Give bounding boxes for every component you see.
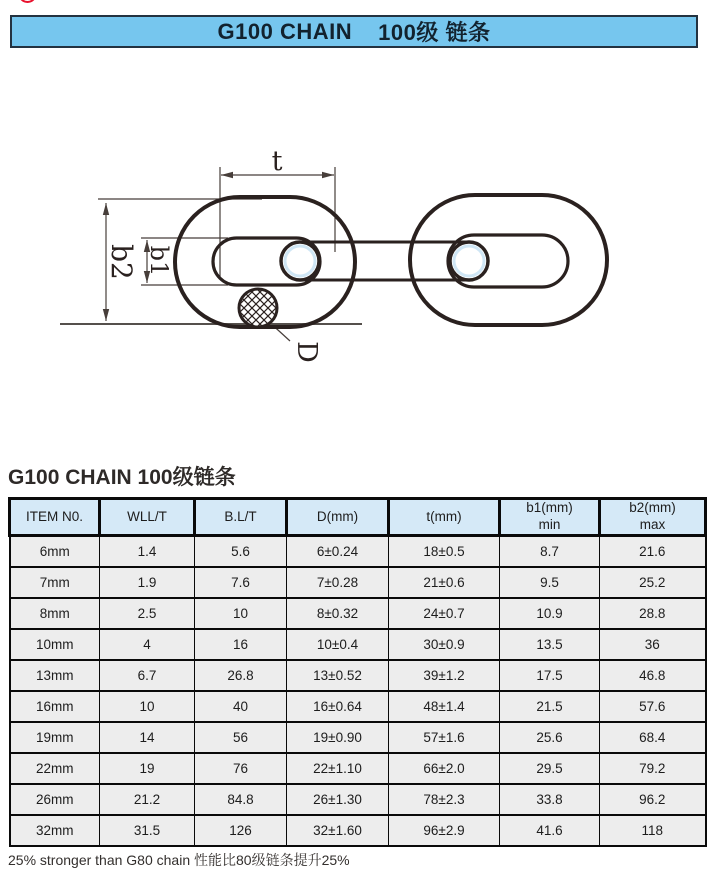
table-cell: 6.7	[100, 660, 195, 691]
table-cell: 39±1.2	[389, 660, 500, 691]
footnote: 25% stronger than G80 chain 性能比80级链条提升25%	[8, 852, 350, 868]
link-end-circles	[281, 242, 488, 280]
table-cell: 32±1.60	[287, 815, 389, 846]
table-cell: 16±0.64	[287, 691, 389, 722]
table-cell: 22mm	[10, 753, 100, 784]
wire-cross-section	[239, 289, 277, 327]
table-cell: 32mm	[10, 815, 100, 846]
table-cell: 19mm	[10, 722, 100, 753]
column-header-item	[10, 499, 100, 536]
table-cell: 8±0.32	[287, 598, 389, 629]
header-line1: b2(mm)	[629, 500, 676, 516]
table-cell: 10	[100, 691, 195, 722]
spec-table	[8, 497, 707, 847]
table-cell: 28.8	[600, 598, 706, 629]
header-line1: B.L/T	[224, 508, 257, 524]
table-cell: 84.8	[195, 784, 287, 815]
table-cell: 48±1.4	[389, 691, 500, 722]
right-link-outer	[410, 195, 607, 325]
column-header-wll	[100, 499, 195, 536]
table-cell: 4	[100, 629, 195, 660]
table-cell: 41.6	[500, 815, 600, 846]
column-header-d	[287, 499, 389, 536]
table-cell: 25.6	[500, 722, 600, 753]
table-cell: 26mm	[10, 784, 100, 815]
table-cell: 57±1.6	[389, 722, 500, 753]
table-row	[10, 598, 706, 629]
brand-logo-fragment-icon	[19, 0, 36, 3]
table-cell: 10.9	[500, 598, 600, 629]
header-line1: WLL/T	[127, 508, 167, 524]
banner-title-en: G100 CHAIN	[217, 18, 353, 44]
column-header-b2	[600, 499, 706, 536]
table-header-row	[10, 499, 706, 536]
header-line1: D(mm)	[316, 508, 359, 524]
table-row	[10, 722, 706, 753]
table-cell: 21.6	[600, 536, 706, 568]
table-cell: 118	[600, 815, 706, 846]
column-header-bl	[195, 499, 287, 536]
table-cell: 13.5	[500, 629, 600, 660]
table-cell: 25.2	[600, 567, 706, 598]
table-cell: 6mm	[10, 536, 100, 568]
header-line1: b1(mm)	[526, 500, 573, 516]
table-cell: 96±2.9	[389, 815, 500, 846]
table-cell: 26±1.30	[287, 784, 389, 815]
table-row	[10, 629, 706, 660]
table-cell: 29.5	[500, 753, 600, 784]
column-header-t	[389, 499, 500, 536]
table-cell: 21.2	[100, 784, 195, 815]
table-cell: 57.6	[600, 691, 706, 722]
table-cell: 30±0.9	[389, 629, 500, 660]
table-cell: 46.8	[600, 660, 706, 691]
table-cell: 78±2.3	[389, 784, 500, 815]
banner-title-zh: 100级 链条	[378, 20, 491, 45]
table-cell: 126	[195, 815, 287, 846]
table-cell: 24±0.7	[389, 598, 500, 629]
dimension-label-b2: b2	[105, 244, 138, 280]
dimension-label-d: D	[291, 341, 322, 363]
table-cell: 5.6	[195, 536, 287, 568]
table-cell: 1.4	[100, 536, 195, 568]
table-cell: 18±0.5	[389, 536, 500, 568]
table-cell: 10±0.4	[287, 629, 389, 660]
table-cell: 7.6	[195, 567, 287, 598]
table-cell: 56	[195, 722, 287, 753]
table-cell: 8mm	[10, 598, 100, 629]
header-line1: t(mm)	[426, 508, 462, 524]
table-row	[10, 753, 706, 784]
table-cell: 19	[100, 753, 195, 784]
chain-diagram	[0, 130, 710, 400]
table-cell: 14	[100, 722, 195, 753]
header-line2: max	[639, 517, 666, 532]
table-cell: 19±0.90	[287, 722, 389, 753]
title-banner	[10, 15, 698, 48]
table-cell: 26.8	[195, 660, 287, 691]
table-cell: 9.5	[500, 567, 600, 598]
middle-link-side	[300, 242, 469, 280]
table-row	[10, 567, 706, 598]
table-row	[10, 784, 706, 815]
table-row	[10, 536, 706, 568]
table-cell: 6±0.24	[287, 536, 389, 568]
table-cell: 21.5	[500, 691, 600, 722]
table-cell: 17.5	[500, 660, 600, 691]
table-cell: 68.4	[600, 722, 706, 753]
column-header-b1	[500, 499, 600, 536]
table-cell: 31.5	[100, 815, 195, 846]
table-cell: 13±0.52	[287, 660, 389, 691]
table-cell: 8.7	[500, 536, 600, 568]
table-cell: 1.9	[100, 567, 195, 598]
table-cell: 36	[600, 629, 706, 660]
table-cell: 10mm	[10, 629, 100, 660]
table-cell: 10	[195, 598, 287, 629]
dimension-label-b1: b1	[145, 245, 173, 277]
table-cell: 2.5	[100, 598, 195, 629]
dimension-label-t: t	[271, 146, 283, 177]
table-cell: 76	[195, 753, 287, 784]
table-cell: 22±1.10	[287, 753, 389, 784]
header-line1: ITEM N0.	[25, 508, 83, 524]
table-cell: 40	[195, 691, 287, 722]
table-row	[10, 815, 706, 846]
table-cell: 13mm	[10, 660, 100, 691]
header-line2: min	[538, 517, 561, 532]
section-title: G100 CHAIN 100级链条	[8, 466, 236, 489]
table-row	[10, 691, 706, 722]
table-cell: 21±0.6	[389, 567, 500, 598]
table-cell: 7±0.28	[287, 567, 389, 598]
table-cell: 16mm	[10, 691, 100, 722]
table-cell: 7mm	[10, 567, 100, 598]
table-cell: 66±2.0	[389, 753, 500, 784]
table-cell: 16	[195, 629, 287, 660]
table-cell: 79.2	[600, 753, 706, 784]
table-cell: 96.2	[600, 784, 706, 815]
table-row	[10, 660, 706, 691]
table-cell: 33.8	[500, 784, 600, 815]
